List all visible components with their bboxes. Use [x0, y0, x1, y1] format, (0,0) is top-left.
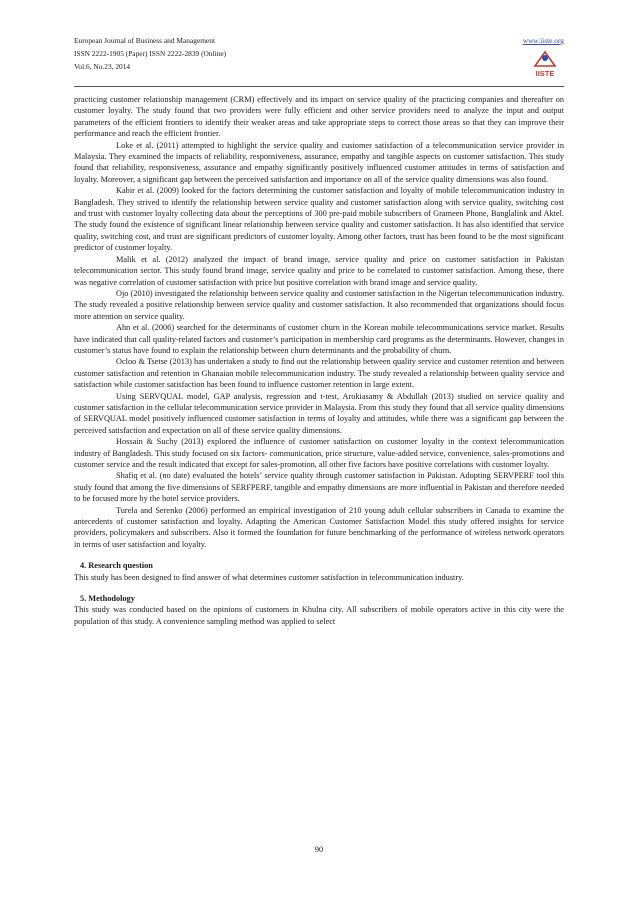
- paragraph: Shafiq et al. (no date) evaluated the hotels’ service quality through customer satisfaction in Pakistan. Adopting SERVPERF tool this study found that among the five dimensions of SERFPERF, tangible and empathy dimensions are more influential in Pakistan and therefore needed to be focused more by the hotel service providers.: [74, 471, 564, 504]
- section-heading-methodology: 5. Methodology: [80, 594, 135, 604]
- paragraph: practicing customer relationship management (CRM) effectively and its impact on service quality of the practicing companies and thereafter on customer loyalty. The study found that two providers were fully efficient and other service providers need to analyze the input and output parameters of the efficient frontiers to identify their weaker areas and take appropriate steps to correct those areas so that they can improve their performance and reach the efficient frontier.: [74, 95, 564, 139]
- volume-line: Vol.6, No.23, 2014: [74, 62, 131, 71]
- paragraph: Ojo (2010) investigated the relationship between service quality and customer satisfaction in the Nigerian telecommunication industry. The study revealed a positive relationship between service quality and customer satisfaction. It also recommended that organizations should focus more attention on service quality.: [74, 288, 564, 321]
- journal-name: European Journal of Business and Management: [74, 36, 216, 45]
- logo-text: IISTE: [535, 69, 555, 78]
- paragraph: Ahn et al. (2006) searched for the determinants of customer churn in the Korean mobile telecommunications service market. Results have indicated that call quality-related factors and customer’s participation in membership card programs as the determinants. However, changes in customer’s status have found to explain the relationship between churn determinants and the probability of churn.: [74, 323, 564, 355]
- paragraph: Using SERVQUAL model, GAP analysis, regression and t-test, Arokiasamy & Abdullah (2013) studied on service quality and customer satisfaction in the cellular telecommunication service provider in Malaysia. From this study they found that all service quality dimensions of SERVQUAL model positively influenced customer satisfaction in terms of loyalty and attitudes, while there was a significant gap between the perceived satisfaction and expectation on all of these service quality dimensions.: [74, 391, 564, 435]
- page-number: 90: [314, 845, 324, 854]
- issn-line: ISSN 2222-1905 (Paper) ISSN 2222-2839 (Online): [74, 49, 227, 58]
- paragraph: Ocloo & Tsetse (2013) has undertaken a study to find out the relationship between quality service and customer retention and between customer satisfaction and retention in Ghanaian mobile telecommunication industry. The study revealed a relationship between quality service and satisfaction while customer satisfaction has been found to influence customer retention in large extent.: [74, 357, 564, 390]
- paragraph: Loke et al. (2011) attempted to highlight the service quality and customer satisfaction of a telecommunication service provider in Malaysia. They examined the impacts of reliability, responsiveness, assurance, empathy and tangible aspects on customer satisfaction. This study found that reliability, responsiveness, assurance and empathy significantly positively influenced customer attitudes in terms of satisfaction and loyalty. Moreover, a significant gap between the perceived satisfaction and importance on all of the service quality dimensions was also found.: [74, 140, 564, 184]
- header-rule: [74, 86, 564, 87]
- paragraph: Kabir et al. (2009) looked for the factors determining the customer satisfaction and loyalty of mobile telecommunication industry in Bangladesh. They strived to identify the relationship between service quality and customer satisfaction along with service quality, switching cost and trust with customer loyalty collecting data about the perceptions of 300 pre-paid mobile subscribers of Grameen Phone, Banglalink and Aktel. The study found the existence of significant linear relationship between service quality and customer satisfaction. It has also identified that service quality, switching cost, and trust are significant predictors of customer loyalty. Among other factors, trust has been found to be the most significant predictor of customer loyalty.: [74, 186, 564, 253]
- page-header: [74, 36, 564, 88]
- iiste-logo-icon: [532, 48, 558, 78]
- paragraph: Malik et al. (2012) analyzed the impact of brand image, service quality and price on customer satisfaction in Pakistan telecommunication sector. This study found brand image, service quality and price to be correlated to customer satisfaction. Among these, there was negative correlation of customer satisfaction with price but positive correlation with brand image and service quality.: [74, 254, 564, 287]
- paragraph: Hossain & Suchy (2013) explored the influence of customer satisfaction on customer loyalty in the context telecommunication industry of Bangladesh. This study focused on six factors- communication, price structure, value-added service, convenience, sales-promotions and customer service and the result indicated that except for sales-promotion, all other five factors have positive correlations with customer loyalty.: [74, 437, 564, 469]
- paragraph: Turela and Serenko (2006) performed an empirical investigation of 210 young adult cellular subscribers in Canada to examine the antecedents of customer satisfaction and loyalty. Adapting the American Customer Satisfaction Model this study offered insights for service providers, policymakers and subscribers. Also it formed the foundation for future benchmarking of the performance of wireless network operators in terms of user satisfaction and loyalty.: [74, 505, 564, 549]
- section-text-methodology: This study was conducted based on the opinions of customers in Khulna city. All subscribers of mobile operators active in this city were the population of this study. A convenience sampling method was applied to select: [74, 605, 564, 626]
- section-text-research-question: This study has been designed to find answer of what determines customer satisfaction in telecommunication industry.: [74, 572, 464, 582]
- article-body: [74, 94, 564, 844]
- section-heading-research-question: 4. Research question: [80, 561, 153, 571]
- journal-url-link[interactable]: www.iiste.org: [522, 36, 564, 45]
